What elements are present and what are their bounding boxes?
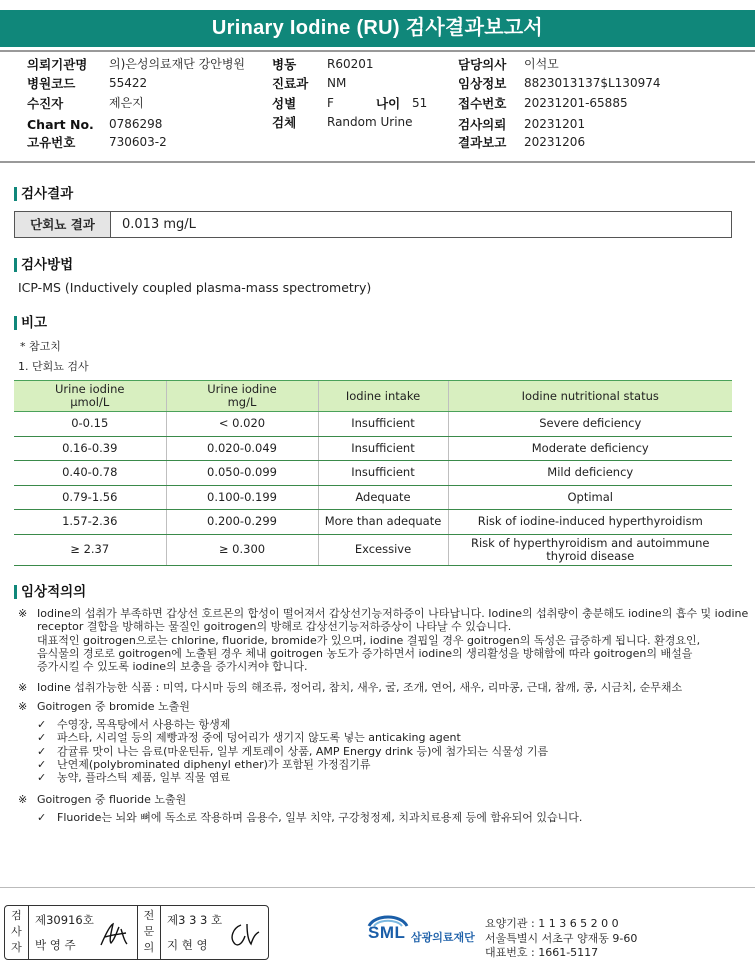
info-value: Random Urine	[327, 115, 413, 129]
result-box	[14, 211, 732, 238]
table-cell: More than adequate	[318, 510, 448, 535]
info-value: 제은지	[109, 96, 144, 110]
table-header-cell	[166, 381, 318, 412]
note-mark: ※	[18, 607, 28, 620]
method-text: ICP-MS (Inductively coupled plasma-mass spectrometry)	[18, 280, 372, 295]
table-cell: ≥ 0.300	[166, 534, 318, 565]
note-reference: * 참고치	[20, 340, 61, 353]
info-value: 20231201-65885	[524, 96, 628, 110]
table-cell: 0.020-0.049	[166, 436, 318, 461]
table-cell: Insufficient	[318, 436, 448, 461]
info-key: 병동	[272, 57, 297, 72]
table-header-text: Iodine intake	[345, 388, 421, 403]
check-icon: ✓	[37, 744, 47, 758]
section-method-title: 검사방법	[14, 257, 73, 273]
info-key: 고유번호	[27, 135, 76, 150]
result-value: 0.013 mg/L	[122, 217, 196, 232]
table-header-text: Urine iodine	[207, 382, 277, 396]
clinical-line: receptor 결합을 방해하는 물질인 goitrogen의 방해로 갑상선기능저하증상이 나타날 수 있습니다.	[37, 620, 512, 634]
signature-role-specialist	[137, 906, 161, 959]
iodine-foods-text: Iodine 섭취가능한 식품 : 미역, 다시마 등의 해조류, 정어리, 참치, 새우, 굴, 조개, 연어, 새우, 리마콩, 근대, 참깨, 콩, 시금치, 순무채소	[37, 681, 683, 695]
table-cell: ≥ 2.37	[14, 534, 166, 565]
clinical-paragraph-2	[18, 681, 738, 694]
role-char: 사	[11, 925, 22, 938]
check-item	[37, 758, 738, 771]
info-key: 검체	[272, 115, 297, 130]
table-header-cell	[14, 381, 166, 412]
check-item	[37, 731, 738, 744]
table-cell: Moderate deficiency	[448, 436, 732, 461]
table-header-text: μmol/L	[70, 395, 110, 409]
note-item: 1. 단회뇨 검사	[18, 360, 89, 373]
check-item-text: 난연제(polybrominated diphenyl ether)가 포함된 가정집기류	[57, 757, 371, 771]
table-cell: Adequate	[318, 485, 448, 510]
clinical-paragraph-3	[18, 700, 738, 713]
info-age-value: 51	[412, 96, 428, 110]
check-item-text: 감귤류 맛이 나는 음료(마운틴듀, 일부 게토레이 상품, AMP Energy drink 등)에 첨가되는 식물성 기름	[57, 744, 549, 758]
info-value: 55422	[109, 76, 148, 90]
clinical-line: 음식물의 경로로 goitrogen에 노출된 경우 체내 goitrogen 농도가 증가하면서 iodine의 생리활성을 방해함에 따라 goitrogen의 배설을	[37, 646, 693, 660]
clinical-line: Iodine의 섭취가 부족하면 갑상선 호르몬의 합성이 떨어져서 갑상선기능저하증이 나타납니다. Iodine의 섭취량이 충분해도 iodine의 흡수 및 iodine	[37, 607, 749, 620]
note-mark: ※	[18, 681, 28, 695]
check-item-text: 수영장, 목욕탕에서 사용하는 항생제	[57, 718, 231, 732]
table-cell: 0-0.15	[14, 412, 166, 437]
table-row	[14, 461, 732, 486]
clinical-text	[18, 607, 749, 824]
table-cell: 1.57-2.36	[14, 510, 166, 535]
table-cell: Insufficient	[318, 461, 448, 486]
specialist-license-no: 제3 3 3 호	[167, 913, 223, 927]
section-clinical-title: 임상적의의	[14, 584, 86, 600]
info-key: Chart No.	[27, 117, 94, 132]
table-header-text: Iodine nutritional status	[521, 388, 659, 403]
info-key: 담당의사	[458, 57, 507, 72]
check-icon: ✓	[37, 718, 47, 732]
table-cell: 0.050-0.099	[166, 461, 318, 486]
check-item-text: Fluoride는 뇌와 뼈에 독소로 작용하며 음용수, 일부 치약, 구강청정제, 치과치료용제 등에 함유되어 있습니다.	[57, 810, 583, 824]
specialist-name: 지 현 영	[167, 938, 208, 952]
table-header-text: mg/L	[227, 395, 257, 409]
clinical-line: 증가시킬 수 있도록 iodine의 보충을 증가시켜야 합니다.	[37, 660, 308, 674]
info-value: 이석모	[524, 57, 559, 71]
table-cell: Insufficient	[318, 412, 448, 437]
info-value: 의)은성의료재단 강안병원	[109, 57, 246, 71]
info-key: 성별	[272, 96, 297, 111]
fluoride-title: Goitrogen 중 fluoride 노출원	[37, 792, 187, 806]
clinical-paragraph-1	[18, 607, 749, 674]
table-row	[14, 412, 732, 437]
info-key: 진료과	[272, 76, 309, 91]
table-header-text: Urine iodine	[55, 382, 125, 396]
table-cell: 0.100-0.199	[166, 485, 318, 510]
role-char: 전	[143, 909, 155, 922]
info-value: 730603-2	[109, 135, 167, 149]
table-cell	[448, 534, 732, 565]
table-cell: < 0.020	[166, 412, 318, 437]
note-mark: ※	[18, 792, 28, 806]
table-cell: Severe deficiency	[448, 412, 732, 437]
role-char: 문	[143, 925, 155, 938]
result-label: 단회뇨 결과	[15, 212, 111, 237]
check-item	[37, 745, 738, 758]
table-cell: 0.79-1.56	[14, 485, 166, 510]
info-value: 20231201	[524, 117, 586, 131]
section-note-title: 비고	[14, 315, 47, 331]
check-item	[37, 718, 738, 731]
table-cell: Excessive	[318, 534, 448, 565]
check-item	[37, 811, 738, 824]
info-value: F	[327, 96, 334, 110]
info-key: 검사의뢰	[458, 117, 507, 132]
table-cell: Risk of iodine-induced hyperthyroidism	[448, 510, 732, 535]
patient-info	[0, 0, 755, 160]
clinical-line: 대표적인 goitrogen으로는 chlorine, fluoride, bromide가 있으며, iodine 결핍일 경우 goitrogen의 독성은 급증하게 됩니다. 환경요인,	[37, 633, 701, 647]
check-item	[37, 771, 738, 784]
role-char: 검	[11, 909, 22, 922]
check-icon: ✓	[37, 731, 47, 745]
info-key: 의뢰기관명	[27, 57, 88, 72]
reference-table	[14, 380, 732, 566]
info-key: 수진자	[27, 96, 64, 111]
role-char: 의	[143, 941, 155, 954]
info-key: 결과보고	[458, 135, 507, 150]
role-char: 자	[11, 941, 22, 954]
table-cell-line: Risk of hyperthyroidism and autoimmune	[470, 535, 710, 550]
note-mark: ※	[18, 699, 28, 713]
org-address: 서울특별시 서초구 양재동 9-60	[485, 932, 638, 945]
clinical-paragraph-4	[18, 793, 738, 806]
table-cell: 0.16-0.39	[14, 436, 166, 461]
table-row	[14, 436, 732, 461]
logo-korean-name: 삼광의료재단	[411, 931, 475, 944]
signature-role-tester	[5, 906, 29, 959]
info-value: NM	[327, 76, 347, 90]
info-age-key: 나이	[376, 96, 401, 111]
info-key: 임상정보	[458, 76, 507, 91]
check-icon: ✓	[37, 771, 47, 785]
check-icon: ✓	[37, 757, 47, 771]
org-code: 요양기관 : 1 1 3 6 5 2 0 0	[485, 917, 619, 930]
info-value: 20231206	[524, 135, 586, 149]
table-cell: 0.200-0.299	[166, 510, 318, 535]
check-icon: ✓	[37, 810, 47, 824]
tester-signature	[99, 921, 129, 949]
table-header-cell	[318, 381, 448, 412]
header-divider-bottom	[0, 161, 755, 163]
tester-license-no: 제30916호	[35, 913, 94, 927]
table-row	[14, 485, 732, 510]
table-row	[14, 534, 732, 565]
org-phone: 대표번호 : 1661-5117	[485, 946, 599, 959]
info-key: 병원코드	[27, 76, 76, 91]
report-title: Urinary Iodine (RU) 검사결과보고서	[0, 10, 755, 47]
signature-box	[4, 905, 269, 960]
info-value: R60201	[327, 57, 374, 71]
table-cell-line: thyroid disease	[546, 548, 635, 563]
logo-text: SML	[368, 923, 406, 942]
check-item-text: 농약, 플라스틱 제품, 일부 직물 염료	[57, 771, 231, 785]
footer-divider	[0, 887, 755, 888]
section-result-title: 검사결과	[14, 186, 73, 202]
specialist-signature	[227, 920, 261, 950]
tester-name: 박 영 주	[35, 938, 76, 952]
table-row	[14, 510, 732, 535]
check-item-text: 파스타, 시리얼 등의 제빵과정 중에 덩어리가 생기지 않도록 넣는 anticaking agent	[57, 731, 461, 745]
table-cell: Optimal	[448, 485, 732, 510]
info-key: 접수번호	[458, 96, 507, 111]
bromide-title: Goitrogen 중 bromide 노출원	[37, 699, 190, 713]
info-value: 0786298	[109, 117, 163, 131]
table-cell: 0.40-0.78	[14, 461, 166, 486]
table-cell: Mild deficiency	[448, 461, 732, 486]
info-value: 8823013137$L130974	[524, 76, 661, 90]
table-header-cell	[448, 381, 732, 412]
